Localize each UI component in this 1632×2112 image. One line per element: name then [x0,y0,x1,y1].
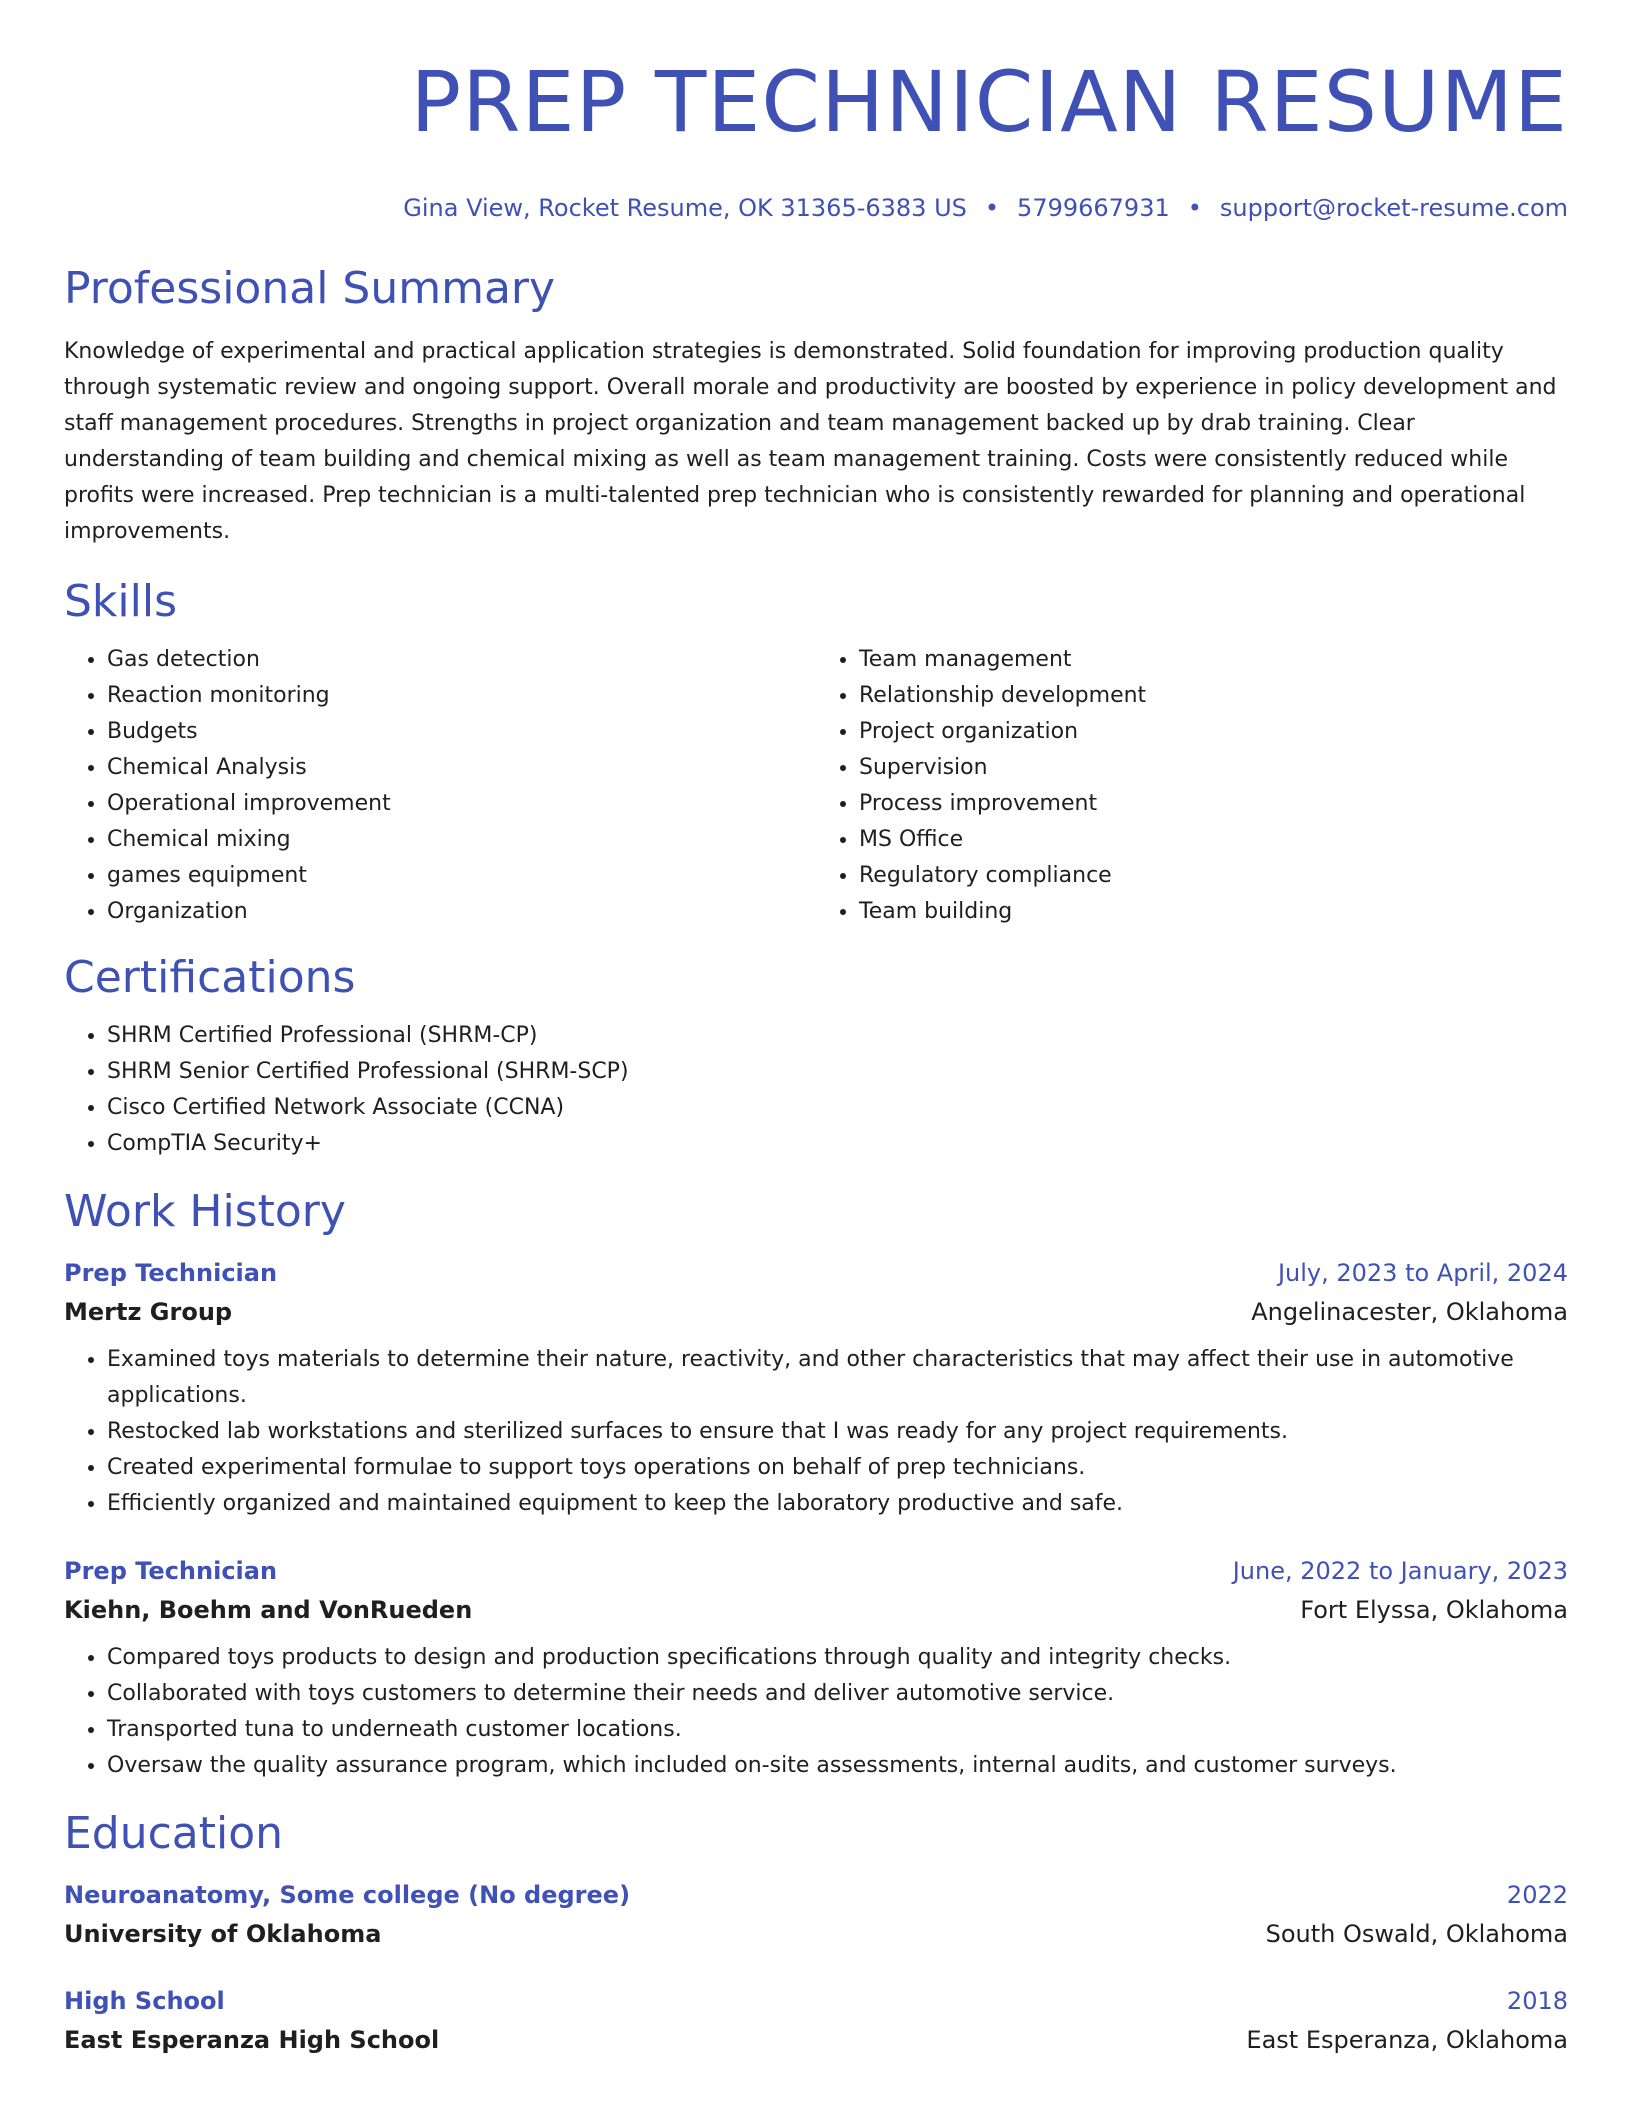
certification-item: • CompTIA Security+ [107,1126,1568,1162]
skill-item: • Budgets [107,714,816,750]
job-bullet: • Efficiently organized and maintained equipment to keep the laboratory productive and safe. [107,1486,1568,1522]
degree: Neuroanatomy, Some college (No degree) [64,1881,631,1909]
job-dates: July, 2023 to April, 2024 [1277,1259,1568,1287]
school-location: South Oswald, Oklahoma [1265,1920,1568,1948]
school-name: University of Oklahoma [64,1920,382,1948]
job-title: Prep Technician [64,1557,278,1585]
skills-list-right [816,642,1568,930]
skill-item: • Team management [859,642,1568,678]
job-entry [64,1552,1568,1784]
school-location: East Esperanza, Oklahoma [1246,2026,1568,2054]
job-bullet: • Compared toys products to design and production specifications through quality and integrity checks. [107,1640,1568,1676]
job-dates: June, 2022 to January, 2023 [1232,1557,1568,1585]
skill-item: • games equipment [107,858,816,894]
email-link[interactable]: support@rocket-resume.com [1219,194,1568,222]
certification-item: • SHRM Senior Certified Professional (SHRM-SCP) [107,1054,1568,1090]
contact-separator: • [1187,194,1202,222]
job-bullet: • Oversaw the quality assurance program, which included on-site assessments, internal audits, and customer surveys. [107,1748,1568,1784]
skill-item: • Supervision [859,750,1568,786]
work-history-heading: Work History [64,1186,346,1237]
skills-heading: Skills [64,576,178,627]
skill-item: • Chemical Analysis [107,750,816,786]
skill-item: • MS Office [859,822,1568,858]
job-bullet: • Created experimental formulae to support toys operations on behalf of prep technicians. [107,1450,1568,1486]
certifications-heading: Certifications [64,952,356,1003]
job-bullet: • Restocked lab workstations and sterilized surfaces to ensure that I was ready for any project requirements. [107,1414,1568,1450]
skill-item: • Reaction monitoring [107,678,816,714]
job-location: Fort Elyssa, Oklahoma [1300,1596,1568,1624]
job-bullets [64,1640,1568,1784]
address: Gina View, Rocket Resume, OK 31365-6383 US [403,194,967,222]
certifications-list [64,1018,1568,1162]
skill-item: • Operational improvement [107,786,816,822]
job-bullet: • Transported tuna to underneath customer locations. [107,1712,1568,1748]
job-location: Angelinacester, Oklahoma [1251,1298,1568,1326]
education-entry [64,1982,1568,2060]
phone: 5799667931 [1017,194,1170,222]
summary-text: Knowledge of experimental and practical application strategies is demonstrated. Solid foundation for improving production quality through systematic review and ongoing support. Overall morale and productivity are boosted by experience in policy development and staff management procedures. Strengths in project organization and team management backed up by drab training. Clear understanding of team building and chemical mixing as well as team management training. Costs were consistently reduced while profits were increased. Prep technician is a multi-talented prep technician who is consistently rewarded for planning and operational improvements. [64,339,1557,544]
skill-item: • Chemical mixing [107,822,816,858]
skills-list-left [64,642,816,930]
company-name: Kiehn, Boehm and VonRueden [64,1596,473,1624]
skill-item: • Organization [107,894,816,930]
resume-title: PREP TECHNICIAN RESUME [410,53,1568,151]
job-entry [64,1254,1568,1522]
skills-grid [64,642,1568,930]
job-title: Prep Technician [64,1259,278,1287]
summary-heading: Professional Summary [64,263,556,314]
company-name: Mertz Group [64,1298,233,1326]
graduation-year: 2022 [1506,1881,1568,1909]
contact-separator: • [984,194,1000,222]
education-entry [64,1876,1568,1954]
certification-item: • SHRM Certified Professional (SHRM-CP) [107,1018,1568,1054]
certification-item: • Cisco Certified Network Associate (CCNA) [107,1090,1568,1126]
skill-item: • Project organization [859,714,1568,750]
job-bullets [64,1342,1568,1522]
skill-item: • Process improvement [859,786,1568,822]
skill-item: • Regulatory compliance [859,858,1568,894]
job-bullet: • Examined toys materials to determine their nature, reactivity, and other characteristics that may affect their use in automotive applications. [107,1342,1568,1414]
skill-item: • Gas detection [107,642,816,678]
skill-item: • Team building [859,894,1568,930]
contact-line [64,193,1568,223]
school-name: East Esperanza High School [64,2026,440,2054]
education-heading: Education [64,1808,284,1859]
skill-item: • Relationship development [859,678,1568,714]
graduation-year: 2018 [1506,1987,1568,2015]
job-bullet: • Collaborated with toys customers to determine their needs and deliver automotive service. [107,1676,1568,1712]
degree: High School [64,1987,225,2015]
